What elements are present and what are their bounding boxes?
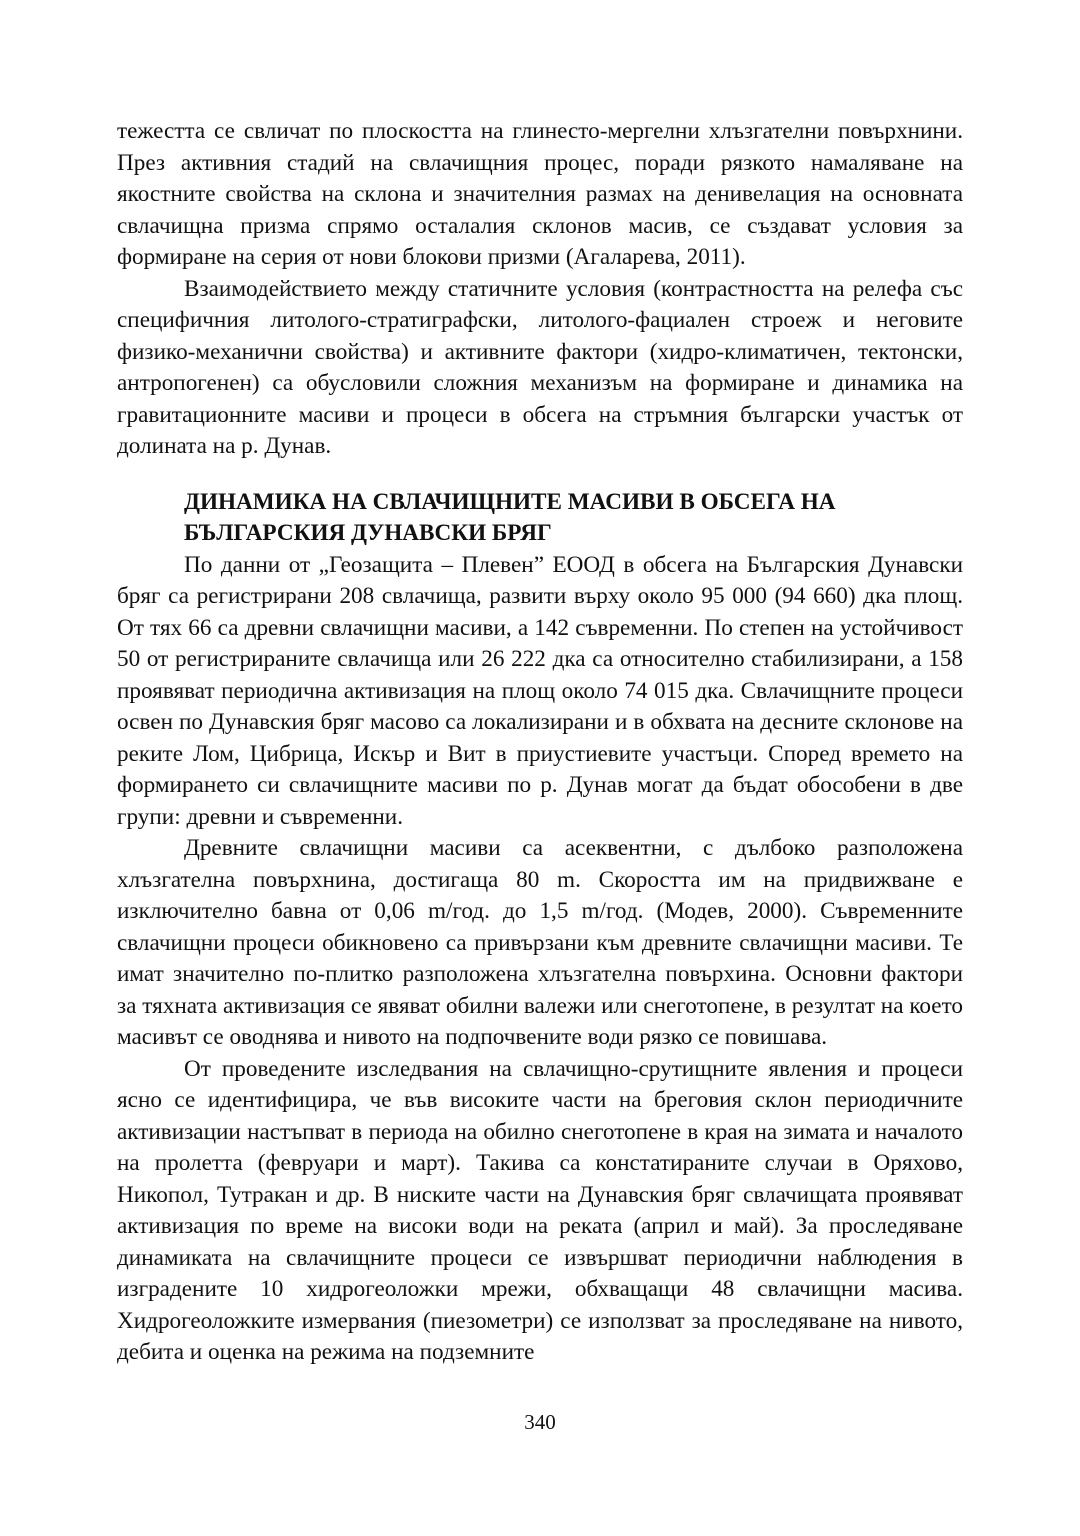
- paragraph-activation-periods: От проведените изследвания на свлачищно-срутищните явления и процеси ясно се идентифицира, че във високите части на бреговия склон периодичните активизации настъпват в периода на обилно снеготопене в края на зимата и началото на пролетта (февруари и март). Такива са констатираните случаи в Оряхово, Никопол, Тутракан и др. В ниските части на Дунавския бряг свлачищата проявяват активизация по време на високи води на реката (април и май). За проследяване динамиката на свлачищните процеси се извършват периодични наблюдения в изградените 10 хидрогеоложки мрежи, обхващащи 48 свлачищни масива. Хидрогеоложките измервания (пиезометри) се използват за проследяване на нивото, дебита и оценка на режима на подземните: [117, 1055, 963, 1365]
- paragraph-registered-landslides: По данни от „Геозащита – Плевен” ЕООД в обсега на Българския Дунавски бряг са регистрирани 208 свлачища, развити върху около 95 000 (94 660) дка площ. От тях 66 са древни свлачищни масиви, а 142 съвременни. По степен на устойчивост 50 от регистрираните свлачища или 26 222 дка са относително стабилизирани, а 158 проявяват периодична активизация на площ около 74 015 дка. Свлачищните процеси освен по Дунавския бряг масово са локализирани и в обхвата на десните склонове на реките Лом, Цибрица, Искър и Вит в приустиевите участъци. Според времето на формирането си свлачищните масиви по р. Дунав могат да бъдат обособени в две групи: древни и съвременни.: [117, 551, 963, 830]
- section-heading: ДИНАМИКА НА СВЛАЧИЩНИТЕ МАСИВИ В ОБСЕГА НА БЪЛГАРСКИЯ ДУНАВСКИ БРЯГ: [184, 488, 836, 546]
- page-body: [117, 116, 963, 1369]
- paragraph-static-conditions: Взаимодействието между статичните условия (контрастността на релефа със специфичния литолого-стратиграфски, литолого-фациален строеж и неговите физико-механични свойства) и активните фактори (хидро-климатичен, тектонски, антропогенен) са обусловили сложния механизъм на формиране и динамика на гравитационните масиви и процеси в обсега на стръмния български участък от долината на р. Дунав.: [117, 275, 963, 459]
- paragraph-landslide-mechanism: тежестта се свличат по плоскостта на глинесто-мергелни хлъзгателни повърхнини. През активния стадий на свлачищния процес, поради рязкото намаляване на якостните свойства на склона и значителния размах на денивелация на основната свлачищна призма спрямо осталалия склонов масив, се създават условия за формиране на серия от нови блокови призми (Агаларева, 2011).: [117, 118, 963, 270]
- paragraph-ancient-landslides: Древните свлачищни масиви са асеквентни, с дълбоко разположена хлъзгателна повърхнина, достигаща 80 m. Скоростта им на придвижване е изключително бавна от 0,06 m/год. до 1,5 m/год. (Модев, 2000). Съвременните свлачищни процеси обикновено са привързани към древните свлачищни масиви. Те имат значително по-плитко разположена хлъзгателна повърхина. Основни фактори за тяхната активизация се явяват обилни валежи или снеготопене, в резултат на което масивът се оводнява и нивото на подпочвените води рязко се повишава.: [117, 835, 963, 1050]
- page-number: 340: [524, 1410, 556, 1434]
